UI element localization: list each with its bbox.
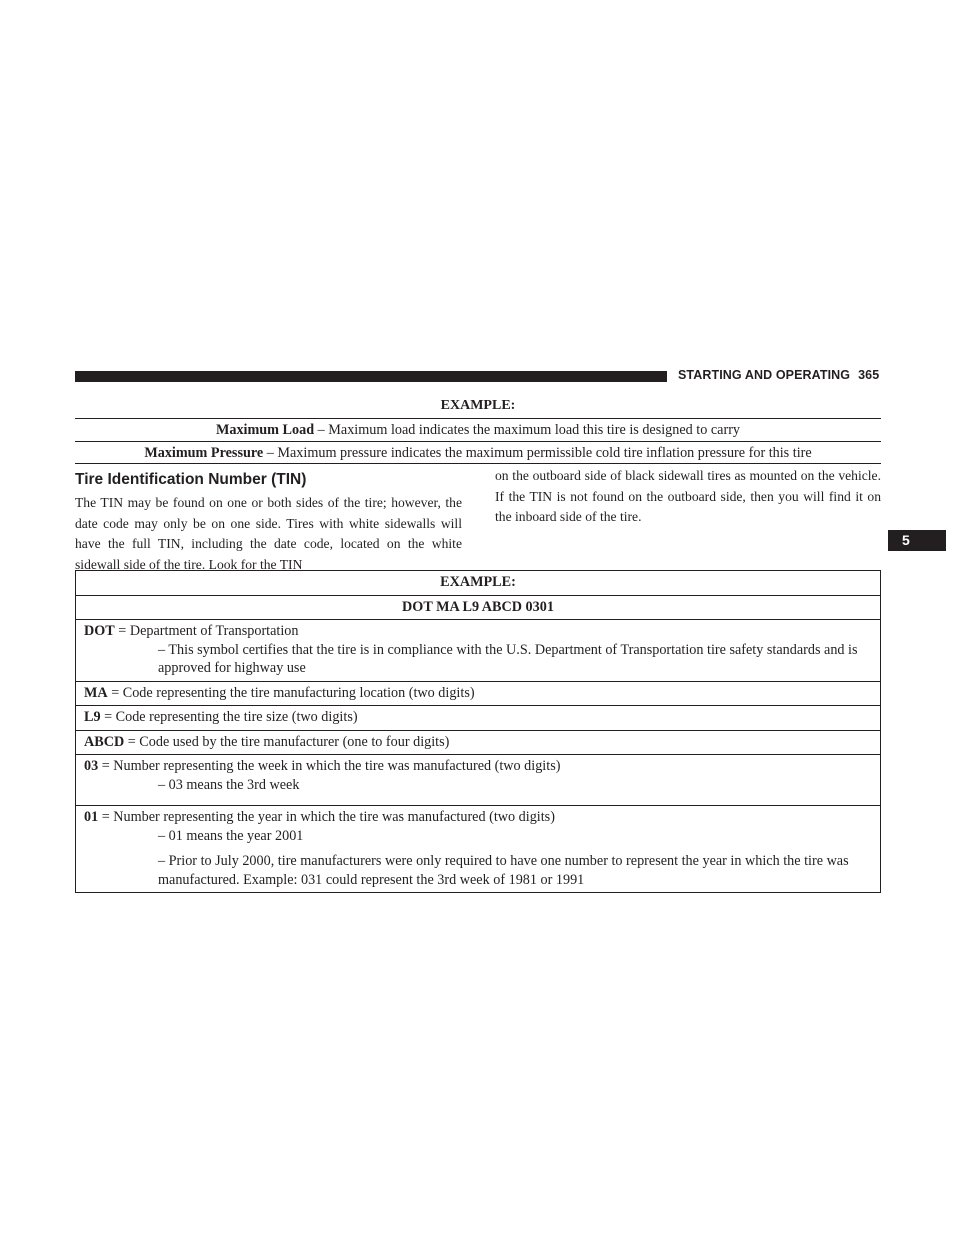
definition-detail: – This symbol certifies that the tire is in compliance with the U.S. Department of Transportation tire safety standards and is approved for highway use [158,641,858,676]
term-label: ABCD [84,733,125,750]
body-paragraph-left: The TIN may be found on one or both sides of the tire; however, the date code may only be on one side. Tires with white sidewalls will have the full TIN, including the date code, located on the white sidewall side of the tire. Look for the TIN [75,495,462,572]
table-row [76,620,880,682]
term-description: – Maximum pressure indicates the maximum permissible cold tire inflation pressure for this tire [263,445,812,461]
running-header [678,368,879,382]
definition-line [84,622,872,641]
chapter-tab: 5 [888,530,946,551]
term-label: Maximum Pressure [144,445,264,461]
definition-detail: – 03 means the 3rd week [158,776,300,793]
table-row [76,806,880,892]
table-row [76,706,880,731]
table-row [76,682,880,707]
table-row [75,418,881,441]
definition-detail: – 01 means the year 2001 [158,827,304,844]
term-label: 03 [84,758,99,774]
term-description: = Number representing the year in which the tire was manufactured (two digits) [98,809,555,825]
section-title: STARTING AND OPERATING [678,368,851,382]
example-caption: EXAMPLE: [440,398,516,413]
term-description: – Maximum load indicates the maximum load this tire is designed to carry [314,422,741,438]
term-label: 01 [84,809,99,825]
load-pressure-example-table [75,396,881,464]
section-heading: Tire Identification Number (TIN) [75,471,307,488]
body-paragraph-right: on the outboard side of black sidewall tires as mounted on the vehicle. If the TIN is not found on the outboard side, then you will find it on the inboard side of the tire. [495,468,881,524]
term-description: = Department of Transportation [114,623,299,639]
table-row [75,441,881,464]
term-label: DOT [84,623,115,639]
definition-line [84,757,872,776]
term-label: Maximum Load [215,422,315,438]
definition-line [84,808,872,827]
term-label: MA [84,684,108,701]
term-description: = Code used by the tire manufacturer (one to four digits) [124,733,450,750]
definition-detail: – Prior to July 2000, tire manufacturers were only required to have one number to represent the year in which the tire was manufactured. Example: 031 could represent the 3rd week of 1981 or 1991 [158,853,849,888]
table-row [76,731,880,756]
tin-example-table [75,570,881,893]
example-caption: EXAMPLE: [76,571,880,596]
tin-code: DOT MA L9 ABCD 0301 [76,596,880,621]
term-description: = Code representing the tire size (two digits) [100,709,358,725]
term-description: = Code representing the tire manufacturing location (two digits) [107,684,475,701]
table-row [76,755,880,806]
term-description: = Number representing the week in which the tire was manufactured (two digits) [98,758,561,774]
term-label: L9 [84,709,101,725]
page-number: 365 [858,368,880,382]
header-rule [75,371,667,382]
